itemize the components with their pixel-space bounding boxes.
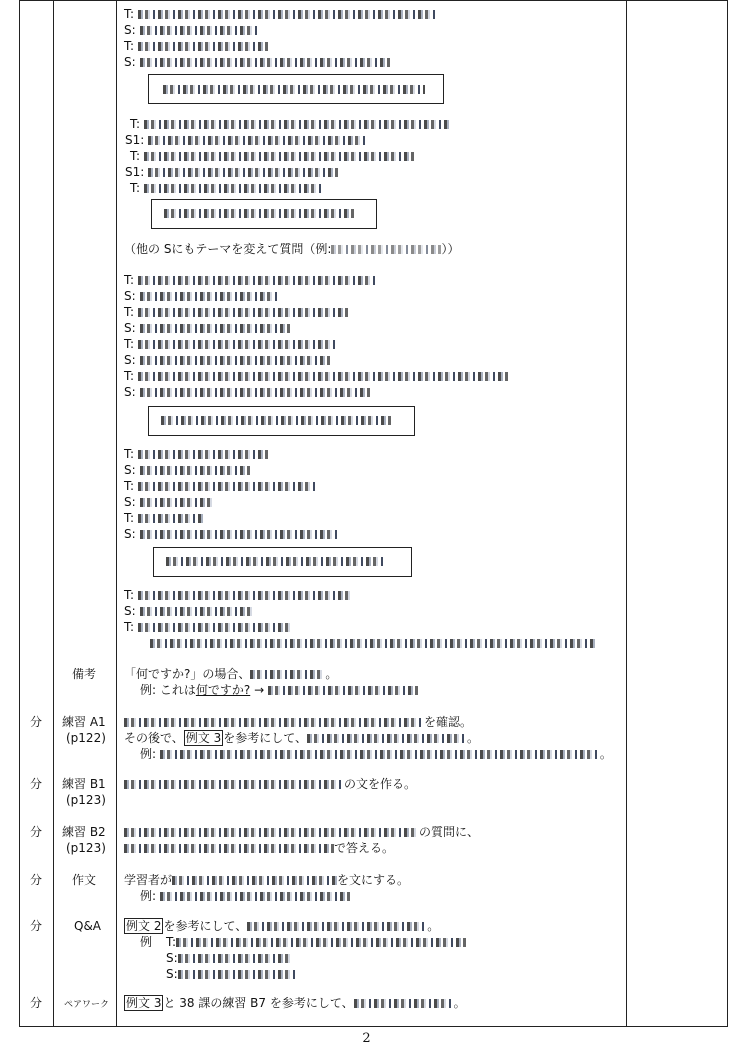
b1-line-1: の文を作る。	[124, 776, 416, 792]
dialog-line: T:	[124, 336, 338, 352]
dialog-line: S:	[124, 526, 340, 542]
bikou-line-1: 「何ですか?」の場合、 。	[124, 667, 338, 681]
b2-line-1: の質問に、	[124, 824, 479, 840]
a1-line-3: 例: 。	[140, 747, 612, 761]
dialog-line: T:	[124, 478, 318, 494]
row-label-sakubun: 作文	[72, 873, 97, 887]
dialog-line: T:	[130, 180, 324, 196]
dialog-line: S:	[124, 22, 260, 38]
row-label-pair: ペアワーク	[64, 1000, 110, 1010]
dialog-line: T:	[124, 619, 293, 635]
dialog-line: T:	[130, 116, 449, 132]
row-label-a1: 練習 A1	[62, 715, 106, 729]
dialog-line: S:	[124, 384, 370, 400]
a1-line-1: を確認。	[124, 714, 472, 730]
row-label-qa: Q&A	[74, 919, 102, 933]
dialog-line: S:	[124, 320, 290, 336]
dialog-line: T:	[124, 304, 348, 320]
pattern-box-4	[153, 547, 412, 577]
dialog-line: T:	[130, 148, 414, 164]
dialog-line: T:	[124, 368, 508, 384]
dialog-line	[150, 635, 596, 651]
qa-line-s2: S:	[166, 966, 298, 982]
dialog-line: S1:	[125, 164, 338, 180]
sakubun-line-2: 例:	[140, 888, 350, 904]
pattern-box-3	[148, 406, 415, 436]
dialog-line: T:	[124, 587, 353, 603]
bikou-line-2: 例: これは何ですか? →	[140, 682, 418, 698]
b2-line-2: で答える。	[124, 840, 394, 856]
row-label-bikou: 備考	[72, 667, 97, 681]
row-label-b2: 練習 B2	[62, 825, 106, 839]
row-page-b1: (p123)	[66, 793, 106, 807]
dialog-line: S:	[124, 54, 390, 70]
dialog-line: T:	[124, 272, 378, 288]
dialog-line: T:	[124, 510, 203, 526]
page-number: 2	[362, 1031, 371, 1046]
qa-line-1: 例文 2 を参考にして、 。	[126, 919, 440, 933]
row-label-b1: 練習 B1	[62, 777, 106, 791]
dialog-line: S:	[124, 288, 280, 304]
dialog-line: S:	[124, 352, 330, 368]
column-divider-activity	[116, 0, 117, 1027]
pattern-box-1	[148, 74, 444, 104]
dialog-line: S1:	[125, 132, 368, 148]
row-minutes-b2: 分	[30, 825, 43, 839]
dialog-line: T:	[124, 38, 268, 54]
row-minutes-a1: 分	[30, 715, 43, 729]
row-page-b2: (p123)	[66, 841, 106, 855]
row-minutes-b1: 分	[30, 777, 43, 791]
column-divider-time	[53, 0, 54, 1027]
dialog-line: S:	[124, 494, 215, 510]
a1-line-2: その後で、 例文 3 を参考にして、 。	[124, 731, 479, 745]
dialog-line: T:	[124, 446, 268, 462]
row-page-a1: (p122)	[66, 731, 106, 745]
sakubun-line-1: 学習者が を文にする。	[124, 873, 410, 887]
pair-line-1: 例文 3 と 38 課の練習 B7 を参考にして、 。	[126, 996, 466, 1010]
qa-example-label: 例	[140, 935, 153, 949]
row-minutes-pair: 分	[30, 996, 43, 1010]
dialog-line: S:	[124, 603, 255, 619]
row-minutes-qa: 分	[30, 919, 43, 933]
row-minutes-sakubun: 分	[30, 873, 43, 887]
dialog-line: S:	[124, 462, 250, 478]
qa-line-s1: S:	[166, 950, 293, 966]
dialog-line: T:	[124, 6, 438, 22]
column-divider-notes	[626, 0, 627, 1027]
qa-line-t: T:	[166, 934, 466, 950]
pattern-box-2	[151, 199, 377, 229]
note-other-students: （他の Sにもテーマを変えて質問（例: ））	[124, 242, 460, 256]
